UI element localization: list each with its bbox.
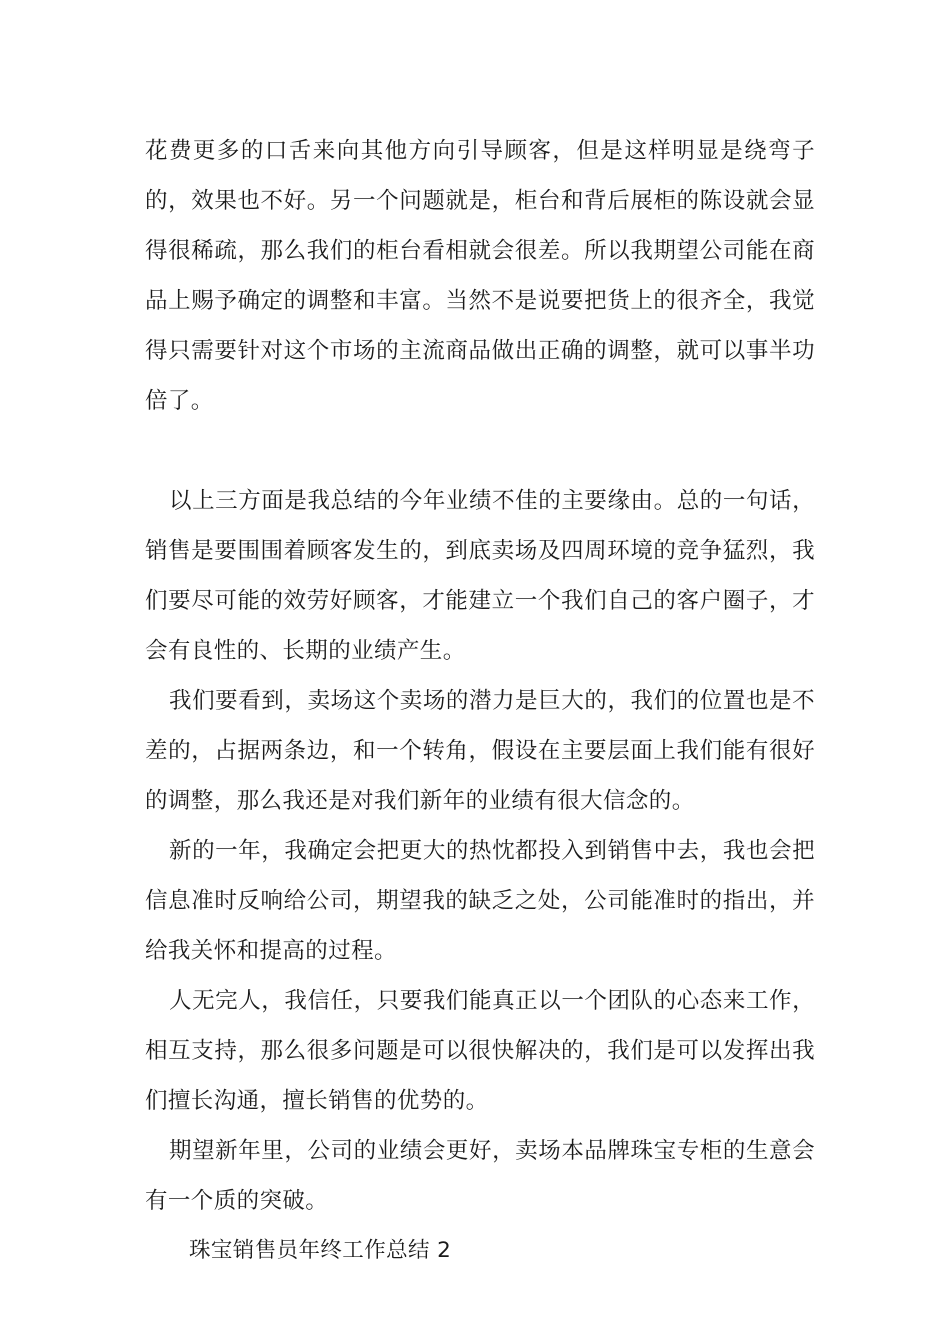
section-heading: 珠宝销售员年终工作总结 2 — [189, 1238, 452, 1263]
paragraph-2: 以上三方面是我总结的今年业绩不佳的主要缘由。总的一句话，销售是要围围着顾客发生的，到底卖场及四周环境的竞争猛烈，我们要尽可能的效劳好顾客，才能建立一个我们自己的客户圈子，才会有良性的、长期的业绩产生。 — [145, 488, 815, 664]
paragraph-1: 花费更多的口舌来向其他方向引导顾客，但是这样明显是绕弯子的，效果也不好。另一个问题就是，柜台和背后展柜的陈设就会显得很稀疏，那么我们的柜台看相就会很差。所以我期望公司能在商品上赐予确定的调整和丰富。当然不是说要把货上的很齐全，我觉得只需要针对这个市场的主流商品做出正确的调整，就可以事半功倍了。 — [145, 138, 815, 414]
document-body — [145, 126, 815, 1276]
paragraph-6: 期望新年里，公司的业绩会更好，卖场本品牌珠宝专柜的生意会有一个质的突破。 — [145, 1138, 815, 1214]
paragraph-5: 人无完人，我信任，只要我们能真正以一个团队的心态来工作，相互支持，那么很多问题是可以很快解决的，我们是可以发挥出我们擅长沟通，擅长销售的优势的。 — [145, 988, 815, 1114]
paragraph-3: 我们要看到，卖场这个卖场的潜力是巨大的，我们的位置也是不差的，占据两条边，和一个转角，假设在主要层面上我们能有很好的调整，那么我还是对我们新年的业绩有很大信念的。 — [145, 688, 815, 814]
paragraph-gap — [145, 426, 815, 476]
paragraph-4: 新的一年，我确定会把更大的热忱都投入到销售中去，我也会把信息准时反响给公司，期望我的缺乏之处，公司能准时的指出，并给我关怀和提高的过程。 — [145, 838, 815, 964]
